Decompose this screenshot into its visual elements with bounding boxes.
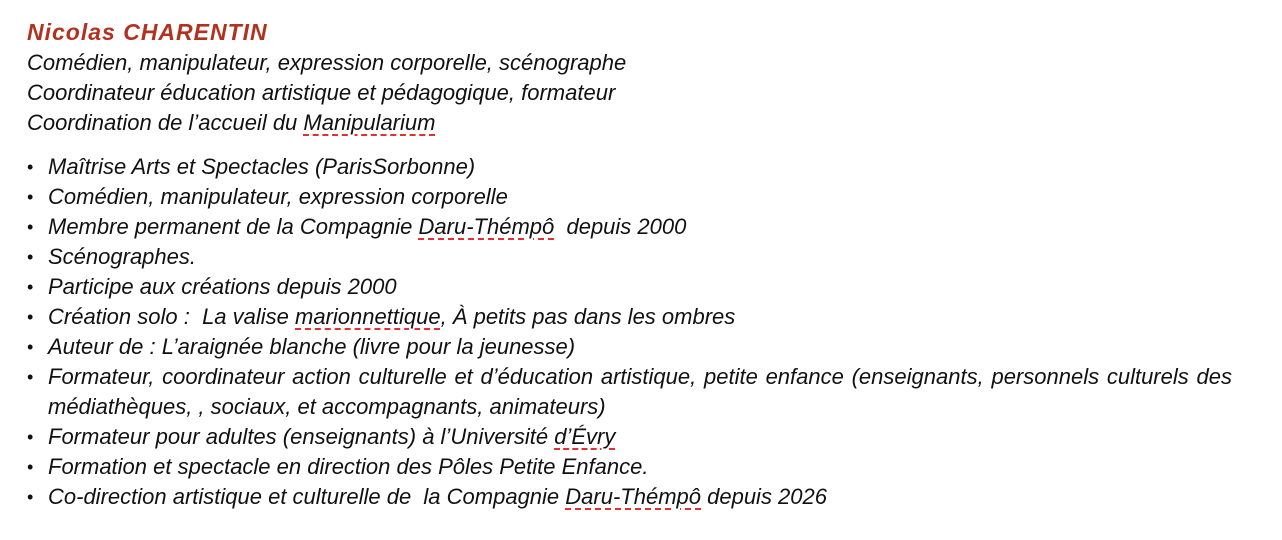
- bullet-icon: •: [27, 277, 34, 297]
- bullet-icon: •: [27, 217, 34, 237]
- list-item: [27, 272, 1232, 302]
- list-item-text: Maîtrise Arts et Spectacles (ParisSorbonne): [48, 154, 476, 179]
- list-item-text: Comédien, manipulateur, expression corporelle: [48, 184, 508, 209]
- bullet-icon: •: [27, 367, 34, 387]
- list-item: [27, 152, 1232, 182]
- list-item: [27, 362, 1232, 422]
- list-item-text: depuis 2000: [554, 214, 687, 239]
- list-item: [27, 482, 1232, 512]
- list-item-text: Membre permanent de la Compagnie: [48, 214, 419, 239]
- list-item: [27, 332, 1232, 362]
- bullet-icon: •: [27, 427, 34, 447]
- spellcheck-word: Daru-Thémpô: [418, 214, 555, 239]
- list-item-text: Auteur de : L’araignée blanche (livre pour la jeunesse): [48, 334, 576, 359]
- list-item: [27, 452, 1232, 482]
- list-item-text: Co-direction artistique et culturelle de la Compagnie: [48, 484, 566, 509]
- list-item: [27, 212, 1232, 242]
- spellcheck-word: Daru-Thémpô: [565, 484, 701, 509]
- list-item: [27, 242, 1232, 272]
- list-item-text: Formation et spectacle en direction des Pôles Petite Enfance.: [48, 454, 649, 479]
- bullet-icon: •: [27, 337, 34, 357]
- bullet-icon: •: [27, 307, 34, 327]
- list-item-text: Participe aux créations depuis 2000: [48, 274, 397, 299]
- list-item-text: Formateur pour adultes (enseignants) à l’Université: [48, 424, 555, 449]
- list-item-text: depuis 2026: [701, 484, 827, 509]
- role-line-2: Coordinateur éducation artistique et pédagogique, formateur: [27, 80, 616, 105]
- list-item: [27, 422, 1232, 452]
- list-item-text: Création solo : La valise: [48, 304, 296, 329]
- spellcheck-word: d’Évry: [554, 424, 616, 449]
- bullet-icon: •: [27, 187, 34, 207]
- person-name: Nicolas CHARENTIN: [27, 19, 268, 45]
- document-body: [27, 16, 1232, 512]
- spellcheck-word: Manipularium: [303, 110, 436, 135]
- bullet-icon: •: [27, 247, 34, 267]
- bullet-icon: •: [27, 487, 34, 507]
- list-item: [27, 302, 1232, 332]
- list-item: [27, 182, 1232, 212]
- bullet-icon: •: [27, 457, 34, 477]
- bullet-icon: •: [27, 157, 34, 177]
- role-line-3-text: Coordination de l’accueil du: [27, 110, 304, 135]
- role-line-1: Comédien, manipulateur, expression corporelle, scénographe: [27, 50, 627, 75]
- experience-list: [27, 152, 1232, 512]
- list-item-text: Formateur, coordinateur action culturelle et d’éducation artistique, petite enfance (enseignants, personnels culturels des médiathèques, , sociaux, et accompagnants, animateurs): [48, 364, 1232, 419]
- role-line-3: [27, 108, 1232, 138]
- list-item-text: Scénographes.: [48, 244, 196, 269]
- list-item-text: , À petits pas dans les ombres: [440, 304, 736, 329]
- spellcheck-word: marionnettique: [295, 304, 441, 329]
